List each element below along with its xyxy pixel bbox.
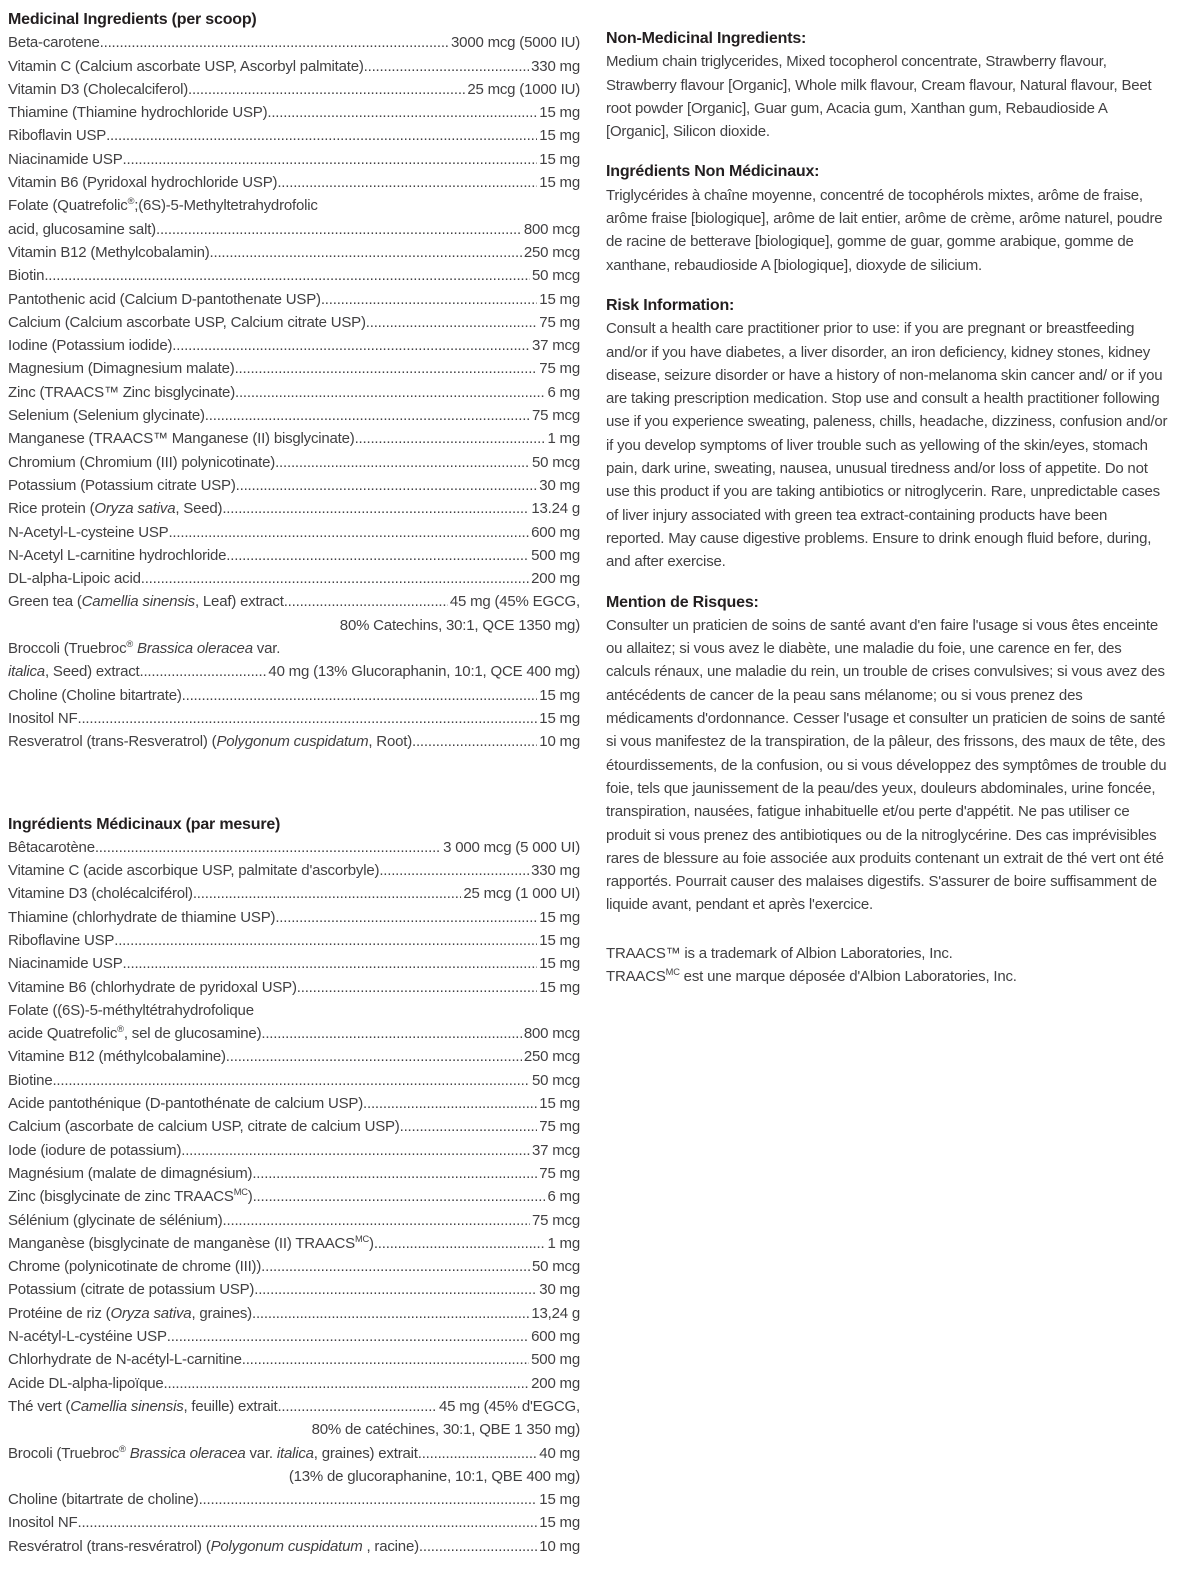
ingredient-continuation: 80% de catéchines, 30:1, QBE 1 350 mg) bbox=[311, 1421, 580, 1439]
dot-leader bbox=[226, 1045, 522, 1068]
information-column bbox=[606, 27, 1168, 988]
ingredient-row bbox=[8, 1372, 580, 1395]
ingredient-value: 37 mcg bbox=[532, 1141, 580, 1159]
dot-leader bbox=[156, 218, 522, 241]
ingredient-name: N-Acetyl-L-cysteine USP bbox=[8, 523, 169, 541]
ingredient-row bbox=[8, 451, 580, 474]
ingredient-row bbox=[8, 148, 580, 171]
medicinal-en-heading: Medicinal Ingredients (per scoop) bbox=[8, 11, 257, 28]
non-medicinal-en-section bbox=[606, 27, 1168, 143]
ingredient-name: Iode (iodure de potassium) bbox=[8, 1141, 182, 1159]
dot-leader bbox=[78, 707, 538, 730]
ingredient-row bbox=[8, 999, 580, 1022]
dot-leader bbox=[253, 1185, 546, 1208]
dot-leader bbox=[252, 1162, 537, 1185]
ingredient-name: Calcium (ascorbate de calcium USP, citrate de calcium USP) bbox=[8, 1118, 400, 1136]
ingredient-row bbox=[8, 730, 580, 753]
ingredient-value: 6 mg bbox=[547, 1188, 580, 1206]
ingredient-row bbox=[8, 684, 580, 707]
medicinal-ingredients-en-section bbox=[8, 8, 580, 754]
mention-de-risques-heading: Mention de Risques: bbox=[606, 593, 759, 611]
ingredient-value: 500 mg bbox=[531, 546, 580, 564]
ingredient-row bbox=[8, 1418, 580, 1441]
ingredient-name: Green tea (Camellia sinensis, Leaf) extract bbox=[8, 593, 284, 611]
ingredient-name: Selenium (Selenium glycinate) bbox=[8, 407, 205, 425]
dot-leader bbox=[199, 1488, 538, 1511]
dot-leader bbox=[355, 427, 546, 450]
ingredient-name: Chromium (Chromium (III) polynicotinate) bbox=[8, 453, 276, 471]
medicinal-en-list bbox=[8, 31, 580, 753]
ingredient-name: Sélénium (glycinate de sélénium) bbox=[8, 1211, 223, 1229]
non-medicinal-fr-heading: Ingrédients Non Médicinaux: bbox=[606, 163, 820, 181]
ingredient-value: 50 mcg bbox=[532, 267, 580, 285]
ingredient-value: 15 mg bbox=[539, 978, 580, 996]
dot-leader bbox=[78, 1511, 538, 1534]
dot-leader bbox=[140, 660, 267, 683]
dot-leader bbox=[321, 288, 537, 311]
ingredient-row bbox=[8, 1115, 580, 1138]
dot-leader bbox=[242, 1348, 529, 1371]
dot-leader bbox=[168, 521, 529, 544]
ingredient-row bbox=[8, 614, 580, 637]
ingredient-value: 10 mg bbox=[539, 1537, 580, 1555]
ingredient-row bbox=[8, 78, 580, 101]
ingredient-name: Choline (Choline bitartrate) bbox=[8, 686, 182, 704]
ingredient-name: italica, Seed) extract bbox=[8, 663, 140, 681]
ingredient-row bbox=[8, 1278, 580, 1301]
dot-leader bbox=[363, 1092, 537, 1115]
ingredient-name: Potassium (Potassium citrate USP) bbox=[8, 476, 236, 494]
dot-leader bbox=[297, 976, 538, 999]
dot-leader bbox=[277, 1395, 437, 1418]
mention-de-risques-body: Consulter un praticien de soins de santé avant d'en faire l'usage si vous êtes enceinte ou allaitez; si vous avez le diabète, une maladie du foie, une carence en fer, des calculs rénaux, une maladie du rein, un trouble de crises convulsives; si vous avez des antécédents de cancer de la peau sans mélanome; ou si vous prenez des médicaments d'ordonnance. Cesser l'usage et consulter un praticien de soins de santé si vous manifestez de la transpiration, de la pâleur, des frissons, des maux de tête, des étourdissements, de la confusion, ou si vous développez des symptômes de trouble du foie, tels que jaunissement de la peau/des yeux, douleurs abdominales, urine foncée, transpiration, nausées, fatigue inhabituelle et/ou perte d'appétit. Ne pas utiliser ce produit si vous prenez des antibiotiques ou de la nitroglycérine. Des cas imprévisibles rares de blessure au foie associée aux produits contenant un extrait de thé vert ont été rapportés. Pourrait causer des malaises digestifs. S'assurer de boire suffisamment de liquide avant, pendant et après l'exercice. bbox=[606, 616, 1167, 914]
ingredient-name: Rice protein (Oryza sativa, Seed) bbox=[8, 500, 223, 518]
ingredient-row bbox=[8, 124, 580, 147]
ingredient-value: 200 mg bbox=[531, 1374, 580, 1392]
dot-leader bbox=[172, 334, 530, 357]
ingredient-row bbox=[8, 288, 580, 311]
ingredient-value: 13,24 g bbox=[531, 1304, 580, 1322]
dot-leader bbox=[123, 148, 538, 171]
ingredient-value: 15 mg bbox=[539, 150, 580, 168]
ingredient-value: 15 mg bbox=[539, 127, 580, 145]
ingredient-value: 200 mg bbox=[531, 570, 580, 588]
dot-leader bbox=[205, 404, 530, 427]
ingredient-name: Calcium (Calcium ascorbate USP, Calcium citrate USP) bbox=[8, 313, 366, 331]
dot-leader bbox=[123, 952, 538, 975]
ingredient-name: Brocoli (Truebroc® Brassica oleracea var. italica, graines) extrait bbox=[8, 1443, 418, 1462]
ingredient-value: 75 mcg bbox=[532, 1211, 580, 1229]
ingredient-value: 330 mg bbox=[531, 862, 580, 880]
trademark-line-fr: $TRAACS^{MC}$ est une marque déposée d'Albion Laboratories, Inc. bbox=[606, 966, 1017, 985]
dot-leader bbox=[374, 1232, 546, 1255]
ingredient-value: 10 mg bbox=[539, 733, 580, 751]
ingredient-row bbox=[8, 1162, 580, 1185]
ingredient-name: Manganese (TRAACS™ Manganese (II) bisglycinate) bbox=[8, 430, 355, 448]
dot-leader bbox=[275, 906, 537, 929]
dot-leader bbox=[400, 1115, 538, 1138]
ingredient-value: 15 mg bbox=[539, 1095, 580, 1113]
risk-information-section bbox=[606, 294, 1168, 574]
ingredient-value: 45 mg (45% d'EGCG, bbox=[439, 1397, 580, 1415]
ingredient-row bbox=[8, 1465, 580, 1488]
dot-leader bbox=[167, 1325, 529, 1348]
ingredient-continuation: (13% de glucoraphanine, 10:1, QBE 400 mg) bbox=[288, 1467, 580, 1485]
ingredient-value: 40 mg bbox=[539, 1444, 580, 1462]
dot-leader bbox=[275, 451, 530, 474]
ingredient-name: Thé vert (Camellia sinensis, feuille) extrait bbox=[8, 1397, 278, 1415]
ingredient-value: 330 mg bbox=[531, 57, 580, 75]
ingredient-value: 30 mg bbox=[539, 1281, 580, 1299]
dot-leader bbox=[223, 1209, 530, 1232]
ingredient-value: 15 mg bbox=[539, 290, 580, 308]
ingredient-value: 15 mg bbox=[539, 955, 580, 973]
ingredient-row bbox=[8, 101, 580, 124]
medicinal-fr-list bbox=[8, 836, 580, 1558]
dot-leader bbox=[222, 497, 529, 520]
ingredient-value: 15 mg bbox=[539, 1491, 580, 1509]
dot-leader bbox=[188, 78, 465, 101]
dot-leader bbox=[418, 1442, 538, 1465]
dot-leader bbox=[226, 544, 529, 567]
ingredient-name: Potassium (citrate de potassium USP) bbox=[8, 1281, 255, 1299]
ingredient-row bbox=[8, 1045, 580, 1068]
ingredient-value: 50 mcg bbox=[532, 1258, 580, 1276]
ingredient-continuation: 80% Catechins, 30:1, QCE 1350 mg) bbox=[339, 616, 580, 634]
dot-leader bbox=[95, 836, 441, 859]
dot-leader bbox=[364, 55, 530, 78]
dot-leader bbox=[261, 1022, 521, 1045]
dot-leader bbox=[210, 241, 522, 264]
ingredient-row bbox=[8, 544, 580, 567]
ingredient-name: Bêtacarotène bbox=[8, 838, 95, 856]
ingredient-row bbox=[8, 404, 580, 427]
ingredient-row bbox=[8, 882, 580, 905]
ingredient-row bbox=[8, 474, 580, 497]
medicinal-ingredients-column bbox=[8, 8, 580, 1558]
ingredient-value: 25 mcg (1 000 UI) bbox=[463, 885, 580, 903]
trademark-block bbox=[606, 942, 1168, 989]
ingredient-row bbox=[8, 1348, 580, 1371]
ingredient-row bbox=[8, 660, 580, 683]
ingredient-value: 15 mg bbox=[539, 174, 580, 192]
ingredient-value: 6 mg bbox=[547, 383, 580, 401]
ingredient-name: Niacinamide USP bbox=[8, 955, 123, 973]
dot-leader bbox=[114, 929, 537, 952]
ingredient-name: Vitamin C (Calcium ascorbate USP, Ascorbyl palmitate) bbox=[8, 57, 364, 75]
ingredient-value: 75 mg bbox=[539, 1164, 580, 1182]
ingredient-value: 250 mcg bbox=[523, 1048, 580, 1066]
ingredient-value: 3000 mcg (5000 IU) bbox=[451, 34, 580, 52]
ingredient-value: 15 mg bbox=[539, 931, 580, 949]
ingredient-row bbox=[8, 31, 580, 54]
ingredient-name: acid, glucosamine salt) bbox=[8, 220, 156, 238]
ingredient-name: Zinc (TRAACS™ Zinc bisglycinate) bbox=[8, 383, 235, 401]
ingredient-name: acide Quatrefolic®, sel de glucosamine) bbox=[8, 1024, 262, 1043]
dot-leader bbox=[106, 124, 537, 147]
ingredient-name: Acide DL-alpha-lipoïque bbox=[8, 1374, 164, 1392]
ingredient-row bbox=[8, 194, 580, 217]
ingredient-value: 600 mg bbox=[531, 523, 580, 541]
ingredient-value: 75 mg bbox=[539, 360, 580, 378]
dot-leader bbox=[261, 1255, 530, 1278]
ingredient-row bbox=[8, 55, 580, 78]
ingredient-name: Broccoli (Truebroc® Brassica oleracea var. bbox=[8, 639, 281, 658]
ingredient-value: 500 mg bbox=[531, 1351, 580, 1369]
ingredient-row bbox=[8, 1325, 580, 1348]
ingredient-row bbox=[8, 334, 580, 357]
ingredient-name: Inositol NF bbox=[8, 709, 78, 727]
ingredient-value: 800 mcg bbox=[523, 220, 580, 238]
ingredient-name: Protéine de riz (Oryza sativa, graines) bbox=[8, 1304, 252, 1322]
dot-leader bbox=[277, 171, 537, 194]
ingredient-row bbox=[8, 952, 580, 975]
ingredient-row bbox=[8, 1442, 580, 1465]
ingredient-name: Niacinamide USP bbox=[8, 150, 123, 168]
ingredient-value: 15 mg bbox=[539, 686, 580, 704]
ingredient-value: 15 mg bbox=[539, 1514, 580, 1532]
ingredient-value: 75 mg bbox=[539, 313, 580, 331]
ingredient-value: 800 mcg bbox=[523, 1025, 580, 1043]
ingredient-name: Magnesium (Dimagnesium malate) bbox=[8, 360, 235, 378]
ingredient-row bbox=[8, 1488, 580, 1511]
risk-information-heading: Risk Information: bbox=[606, 296, 735, 314]
ingredient-name: Riboflavin USP bbox=[8, 127, 107, 145]
non-medicinal-en-heading: Non-Medicinal Ingredients: bbox=[606, 30, 807, 47]
mention-de-risques-section bbox=[606, 591, 1168, 917]
ingredient-name: Vitamine C (acide ascorbique USP, palmitate d'ascorbyle) bbox=[8, 862, 380, 880]
ingredient-row bbox=[8, 357, 580, 380]
ingredient-row bbox=[8, 567, 580, 590]
ingredient-name: Inositol NF bbox=[8, 1514, 78, 1532]
ingredient-value: 50 mcg bbox=[532, 1071, 580, 1089]
ingredient-name: Vitamin D3 (Cholecalciferol) bbox=[8, 80, 189, 98]
ingredient-name: Pantothenic acid (Calcium D-pantothenate USP) bbox=[8, 290, 321, 308]
ingredient-row bbox=[8, 836, 580, 859]
ingredient-value: 15 mg bbox=[539, 908, 580, 926]
ingredient-row bbox=[8, 427, 580, 450]
ingredient-row bbox=[8, 707, 580, 730]
trademark-line-en: TRAACS™ is a trademark of Albion Laboratories, Inc. bbox=[606, 944, 953, 962]
ingredient-name: N-acétyl-L-cystéine USP bbox=[8, 1328, 167, 1346]
medicinal-ingredients-fr-section bbox=[8, 813, 580, 1559]
ingredient-row bbox=[8, 1302, 580, 1325]
ingredient-row bbox=[8, 381, 580, 404]
ingredient-row bbox=[8, 859, 580, 882]
ingredient-row bbox=[8, 171, 580, 194]
ingredient-name: Thiamine (Thiamine hydrochloride USP) bbox=[8, 104, 268, 122]
medicinal-fr-heading: Ingrédients Médicinaux (par mesure) bbox=[8, 815, 281, 833]
ingredient-name: Vitamine D3 (cholécalciférol) bbox=[8, 885, 193, 903]
ingredient-row bbox=[8, 218, 580, 241]
ingredient-name: Vitamin B12 (Methylcobalamin) bbox=[8, 243, 210, 261]
ingredient-value: 250 mcg bbox=[523, 243, 580, 261]
ingredient-value: 30 mg bbox=[539, 476, 580, 494]
dot-leader bbox=[141, 567, 529, 590]
ingredient-value: 37 mcg bbox=[532, 337, 580, 355]
ingredient-name: Zinc (bisglycinate de zinc $TRAACS^{MC}$) bbox=[8, 1187, 253, 1206]
ingredient-name: DL-alpha-Lipoic acid bbox=[8, 570, 141, 588]
ingredient-name: Vitamin B6 (Pyridoxal hydrochloride USP) bbox=[8, 174, 278, 192]
ingredient-name: Thiamine (chlorhydrate de thiamine USP) bbox=[8, 908, 276, 926]
ingredient-row bbox=[8, 1209, 580, 1232]
dot-leader bbox=[164, 1372, 530, 1395]
ingredient-value: 13.24 g bbox=[531, 500, 580, 518]
ingredient-row bbox=[8, 497, 580, 520]
ingredient-value: 600 mg bbox=[531, 1328, 580, 1346]
ingredient-name: N-Acetyl L-carnitine hydrochloride bbox=[8, 546, 227, 564]
ingredient-row bbox=[8, 1255, 580, 1278]
ingredient-row bbox=[8, 1069, 580, 1092]
ingredient-value: 75 mg bbox=[539, 1118, 580, 1136]
dot-leader bbox=[193, 882, 462, 905]
dot-leader bbox=[100, 31, 449, 54]
ingredient-name: Biotine bbox=[8, 1071, 53, 1089]
dot-leader bbox=[182, 684, 538, 707]
ingredient-row bbox=[8, 264, 580, 287]
ingredient-row bbox=[8, 1139, 580, 1162]
non-medicinal-fr-section bbox=[606, 160, 1168, 276]
ingredient-name: Acide pantothénique (D-pantothénate de calcium USP) bbox=[8, 1095, 364, 1113]
ingredient-name: Iodine (Potassium iodide) bbox=[8, 337, 173, 355]
ingredient-row bbox=[8, 311, 580, 334]
ingredient-row bbox=[8, 1232, 580, 1255]
dot-leader bbox=[412, 730, 537, 753]
ingredient-row bbox=[8, 1022, 580, 1045]
ingredient-value: 1 mg bbox=[547, 430, 580, 448]
ingredient-name: Resveratrol (trans-Resveratrol) (Polygonum cuspidatum, Root) bbox=[8, 733, 412, 751]
non-medicinal-en-body: Medium chain triglycerides, Mixed tocopherol concentrate, Strawberry flavour, Strawberry flavour [Organic], Whole milk flavour, Cream flavour, Natural flavour, Beet root powder [Organic], Guar gum, Acacia gum, Xanthan gum, Rebaudioside A [Organic], Silicon dioxide. bbox=[606, 53, 1152, 141]
ingredient-row bbox=[8, 929, 580, 952]
ingredient-name: Riboflavine USP bbox=[8, 931, 115, 949]
ingredient-name: Vitamine B12 (méthylcobalamine) bbox=[8, 1048, 226, 1066]
dot-leader bbox=[366, 311, 538, 334]
ingredient-row bbox=[8, 976, 580, 999]
dot-leader bbox=[284, 590, 448, 613]
dot-leader bbox=[252, 1302, 529, 1325]
ingredient-row bbox=[8, 906, 580, 929]
non-medicinal-fr-body: Triglycérides à chaîne moyenne, concentré de tocophérols mixtes, arôme de fraise, arôme fraise [biologique], arôme de lait entier, arôme de crème, arôme naturel, poudre de racine de betterave [biologique], gomme de guar, gomme arabique, gomme de xanthane, rebaudioside A [biologique], dioxyde de silicium. bbox=[606, 186, 1163, 274]
ingredient-row bbox=[8, 1185, 580, 1208]
ingredient-value: 45 mg (45% EGCG, bbox=[449, 593, 580, 611]
ingredient-row bbox=[8, 1535, 580, 1558]
ingredient-name: Magnésium (malate de dimagnésium) bbox=[8, 1164, 253, 1182]
ingredient-value: 15 mg bbox=[539, 709, 580, 727]
ingredient-name: Folate (Quatrefolic®;(6S)-5-Methyltetrahydrofolic bbox=[8, 196, 318, 215]
ingredient-row bbox=[8, 1511, 580, 1534]
risk-information-body: Consult a health care practitioner prior to use: if you are pregnant or breastfeeding and/or if you have diabetes, a liver disorder, an iron deficiency, kidney stones, kidney disease, seizure disorder or have a history of non-melanoma skin cancer and/ or if you are taking prescription medication. Stop use and consult a health practitioner following use if you experience sweating, paleness, chills, headache, dizziness, confusion and/or if you develop symptoms of liver trouble such as yellowing of the skin/eyes, stomach pain, dark urine, sweating, nausea, unusual tiredness and/or loss of appetite. Do not use this product if you are taking antibiotics or nitroglycerin. Rare, unpredictable cases of liver injury associated with green tea extract-containing products have been reported. May cause digestive problems. Ensure to drink enough fluid before, during, and after exercise. bbox=[606, 320, 1168, 571]
ingredient-name: Vitamine B6 (chlorhydrate de pyridoxal USP) bbox=[8, 978, 297, 996]
dot-leader bbox=[254, 1278, 537, 1301]
ingredient-row bbox=[8, 637, 580, 660]
dot-leader bbox=[267, 101, 537, 124]
ingredient-name: Chrome (polynicotinate de chrome (III)) bbox=[8, 1258, 262, 1276]
ingredient-value: 25 mcg (1000 IU) bbox=[467, 80, 580, 98]
ingredient-name: Choline (bitartrate de choline) bbox=[8, 1491, 199, 1509]
ingredient-value: 40 mg (13% Glucoraphanin, 10:1, QCE 400 mg) bbox=[268, 663, 580, 681]
ingredient-name: Resvératrol (trans-resvératrol) (Polygonum cuspidatum , racine) bbox=[8, 1537, 419, 1555]
dot-leader bbox=[236, 474, 538, 497]
ingredient-value: 15 mg bbox=[539, 104, 580, 122]
ingredient-name: Biotin bbox=[8, 267, 45, 285]
ingredient-row bbox=[8, 1395, 580, 1418]
ingredient-name: Beta-carotene bbox=[8, 34, 100, 52]
dot-leader bbox=[52, 1069, 530, 1092]
dot-leader bbox=[379, 859, 529, 882]
ingredient-row bbox=[8, 1092, 580, 1115]
ingredient-value: 75 mcg bbox=[532, 407, 580, 425]
dot-leader bbox=[44, 264, 530, 287]
ingredient-name: Folate ((6S)-5-méthyltétrahydrofolique bbox=[8, 1001, 254, 1019]
dot-leader bbox=[419, 1535, 537, 1558]
ingredient-value: 1 mg bbox=[547, 1234, 580, 1252]
dot-leader bbox=[235, 357, 538, 380]
dot-leader bbox=[181, 1139, 530, 1162]
ingredient-row bbox=[8, 241, 580, 264]
ingredient-row bbox=[8, 521, 580, 544]
ingredient-value: 50 mcg bbox=[532, 453, 580, 471]
ingredient-name: Chlorhydrate de N-acétyl-L-carnitine bbox=[8, 1351, 242, 1369]
ingredient-name: Manganèse (bisglycinate de manganèse (II) $TRAACS^{MC}$) bbox=[8, 1233, 374, 1252]
dot-leader bbox=[235, 381, 545, 404]
ingredient-value: 3 000 mcg (5 000 UI) bbox=[443, 838, 580, 856]
ingredient-row bbox=[8, 590, 580, 613]
